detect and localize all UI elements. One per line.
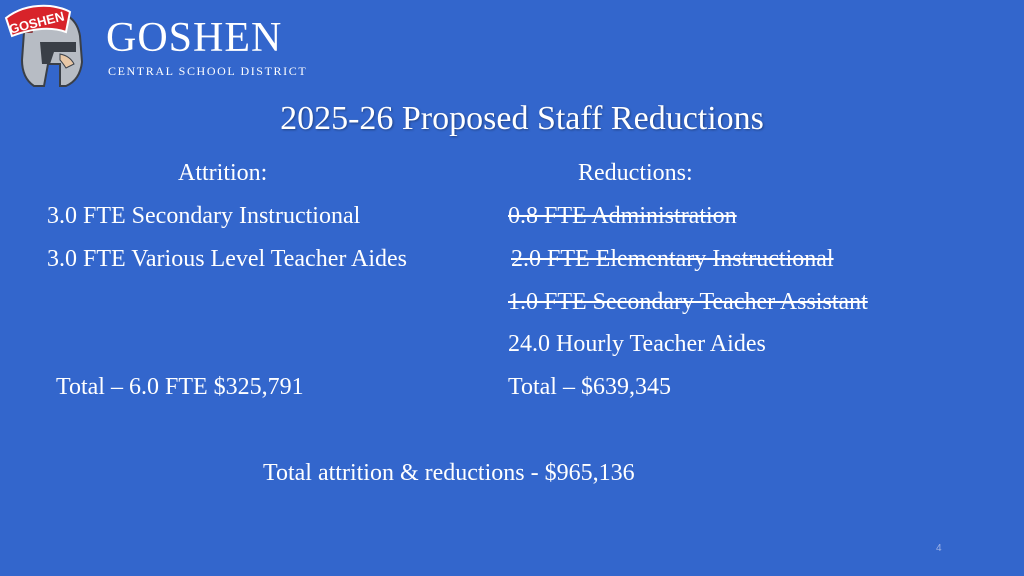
spartan-helmet-icon [4,2,96,90]
reduction-item-struck: 1.0 FTE Secondary Teacher Assistant [508,289,868,315]
reduction-item: 24.0 Hourly Teacher Aides [508,331,766,357]
page-number: 4 [936,543,942,554]
reductions-heading: Reductions: [578,160,693,186]
grand-total: Total attrition & reductions - $965,136 [263,460,635,486]
attrition-total: Total – 6.0 FTE $325,791 [56,374,304,400]
attrition-item: 3.0 FTE Various Level Teacher Aides [47,246,408,272]
reductions-total: Total – $639,345 [508,374,671,400]
slide-title: 2025-26 Proposed Staff Reductions [280,100,764,137]
reduction-item-struck: 0.8 FTE Administration [508,203,737,229]
reduction-item-struck: 2.0 FTE Elementary Instructional [511,246,834,272]
brand-subtitle: CENTRAL SCHOOL DISTRICT [108,64,308,78]
attrition-heading: Attrition: [178,160,268,186]
attrition-item: 3.0 FTE Secondary Instructional [47,203,361,229]
brand-name: GOSHEN [106,15,283,61]
logo-badge-text: GOSHEN [7,8,66,37]
